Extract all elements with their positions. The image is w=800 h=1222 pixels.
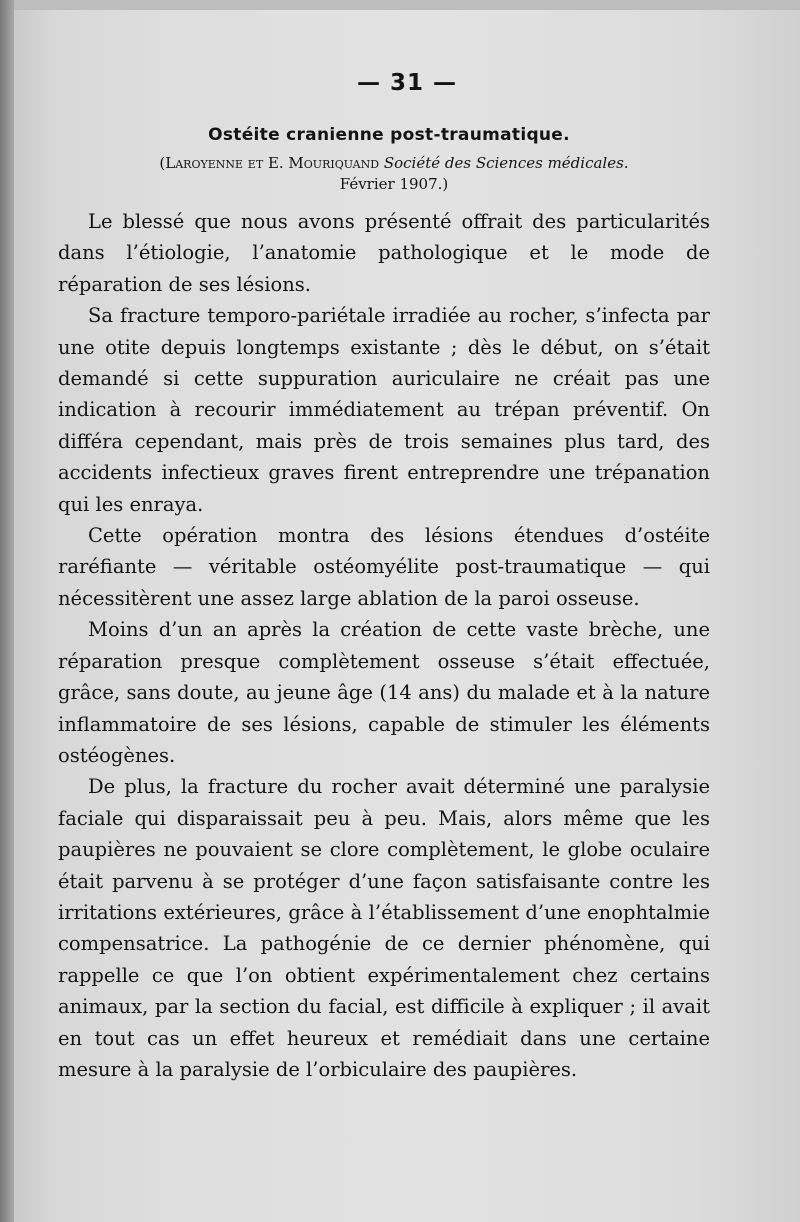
paragraph: Moins d’un an après la création de cette vaste brèche, une réparation presque complètement osseuse s’était effectuée, grâce, sans doute, au jeune âge (14 ans) du malade et à la nature inflammatoire de ses lésions, capable de stimuler les éléments ostéogènes. — [58, 618, 710, 767]
article-body — [58, 206, 710, 1085]
document-page — [14, 10, 800, 1222]
page-edge-shadow — [0, 0, 14, 1222]
paragraph: Le blessé que nous avons présenté offrait des particularités dans l’étiologie, l’anatomie pathologique et le mode de réparation de ses lésions. — [58, 210, 710, 296]
article-reference — [114, 153, 674, 195]
reference-open-paren: ( — [159, 154, 166, 172]
paragraph: Cette opération montra des lésions étendues d’ostéite raréfiante — véritable ostéomyélite post-traumatique — qui nécessitèrent une assez large ablation de la paroi osseuse. — [58, 524, 710, 610]
reference-journal: Société des Sciences médicales. — [383, 154, 629, 172]
article-title: Ostéite cranienne post-traumatique. — [208, 125, 570, 145]
reference-date: Février 1907.) — [339, 175, 449, 193]
paragraph: De plus, la fracture du rocher avait déterminé une paralysie faciale qui disparaissait peu à peu. Mais, alors même que les paupières ne pouvaient se clore complètement, le globe oculaire était parvenu à se protéger d’une façon satisfaisante contre les irritations extérieures, grâce à l’établissement d’une enophtalmie compensatrice. La pathogénie de ce dernier phénomène, qui rappelle ce que l’on obtient expérimentalement chez certains animaux, par la section du facial, est difficile à expliquer ; il avait en tout cas un effet heureux et remédiait dans une certaine mesure à la paralysie de l’orbiculaire des paupières. — [58, 775, 710, 1081]
paragraph: Sa fracture temporo-pariétale irradiée au rocher, s’infecta par une otite depuis longtemps existante ; dès le début, on s’était demandé si cette suppuration auriculaire ne créait pas une indication à recourir immédiatement au trépan préventif. On différa cependant, mais près de trois semaines plus tard, des accidents infectieux graves firent entreprendre une trépanation qui les enraya. — [58, 304, 710, 516]
reference-authors: Laroyenne et E. Mouriquand — [165, 154, 380, 172]
page-number: — 31 — — [356, 70, 458, 96]
